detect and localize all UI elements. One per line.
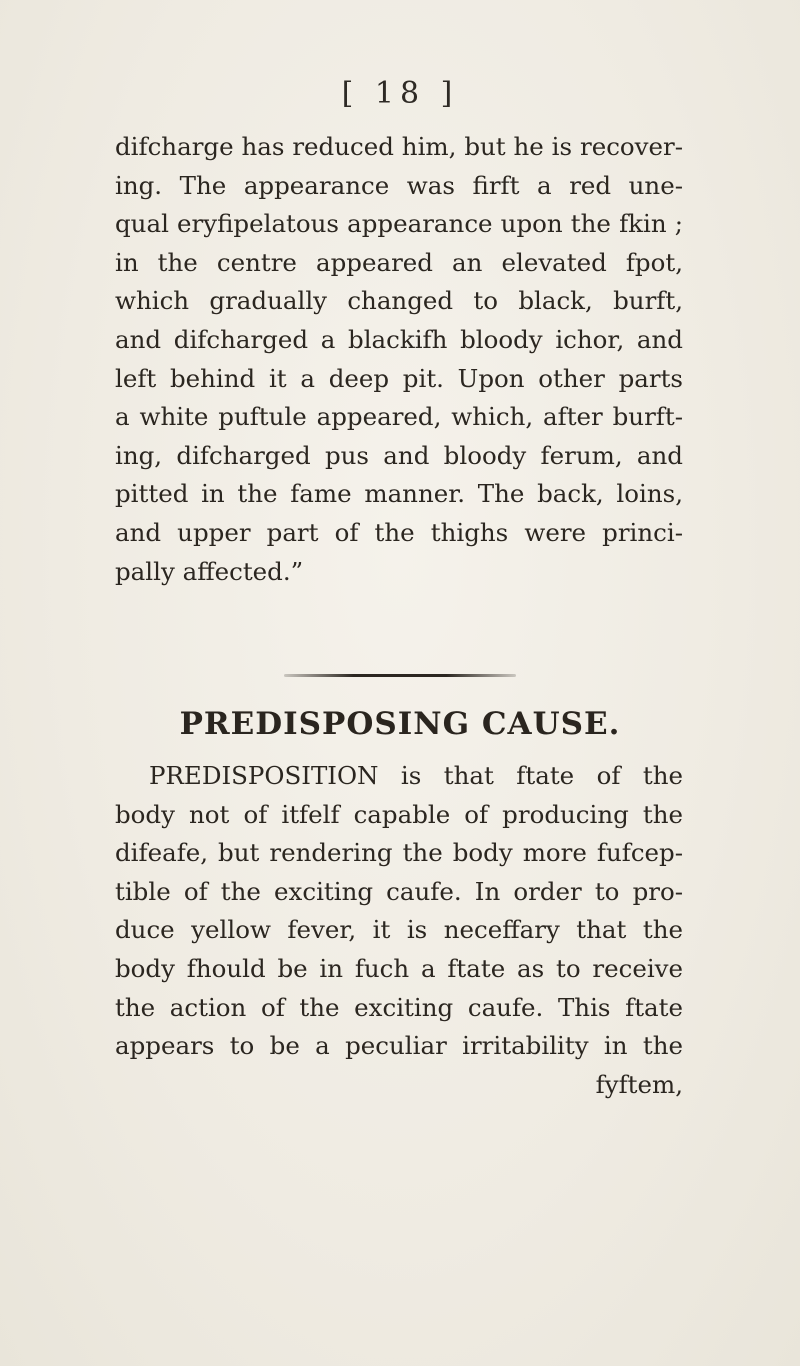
text-line: difcharge has reduced him, but he is recover- bbox=[115, 132, 683, 161]
text-line: appears to be a peculiar irritability in the bbox=[115, 1031, 683, 1061]
text-line: body not of itfelf capable of producing the bbox=[115, 799, 683, 829]
section-divider bbox=[284, 674, 516, 677]
catchword: fyftem, bbox=[595, 1069, 683, 1099]
text-line: ing. The appearance was firft a red une- bbox=[115, 170, 683, 200]
text-line: tible of the exciting caufe. In order to pro- bbox=[115, 876, 683, 906]
page-number: [ 18 ] bbox=[341, 76, 459, 111]
text-line: ing, difcharged pus and bloody ferum, and bbox=[115, 440, 683, 470]
text-line: and upper part of the thighs were princi- bbox=[115, 517, 683, 547]
paragraph-predisposition bbox=[115, 757, 683, 1104]
text-line: pally affected.” bbox=[115, 556, 304, 586]
section-heading: PREDISPOSING CAUSE. bbox=[179, 706, 621, 742]
text-line: left behind it a deep pit. Upon other parts bbox=[115, 363, 683, 393]
text-line: pitted in the fame manner. The back, loins, bbox=[115, 479, 683, 509]
text-line: a white puftule appeared, which, after burft- bbox=[115, 402, 683, 432]
text-line: the action of the exciting caufe. This ftate bbox=[115, 992, 683, 1022]
text-line: difeafe, but rendering the body more fufcep- bbox=[115, 838, 683, 868]
text-line: and difcharged a blackifh bloody ichor, and bbox=[115, 324, 683, 354]
paragraph-continuation bbox=[115, 128, 683, 591]
text-line: PREDISPOSITION is that ftate of the bbox=[149, 761, 683, 790]
text-line: duce yellow fever, it is neceffary that the bbox=[115, 915, 683, 945]
text-line: qual eryfipelatous appearance upon the fkin ; bbox=[115, 209, 683, 239]
text-line: in the centre appeared an elevated fpot, bbox=[115, 247, 683, 277]
text-line: which gradually changed to black, burft, bbox=[115, 286, 683, 316]
text-line: body fhould be in fuch a ftate as to receive bbox=[115, 953, 683, 983]
